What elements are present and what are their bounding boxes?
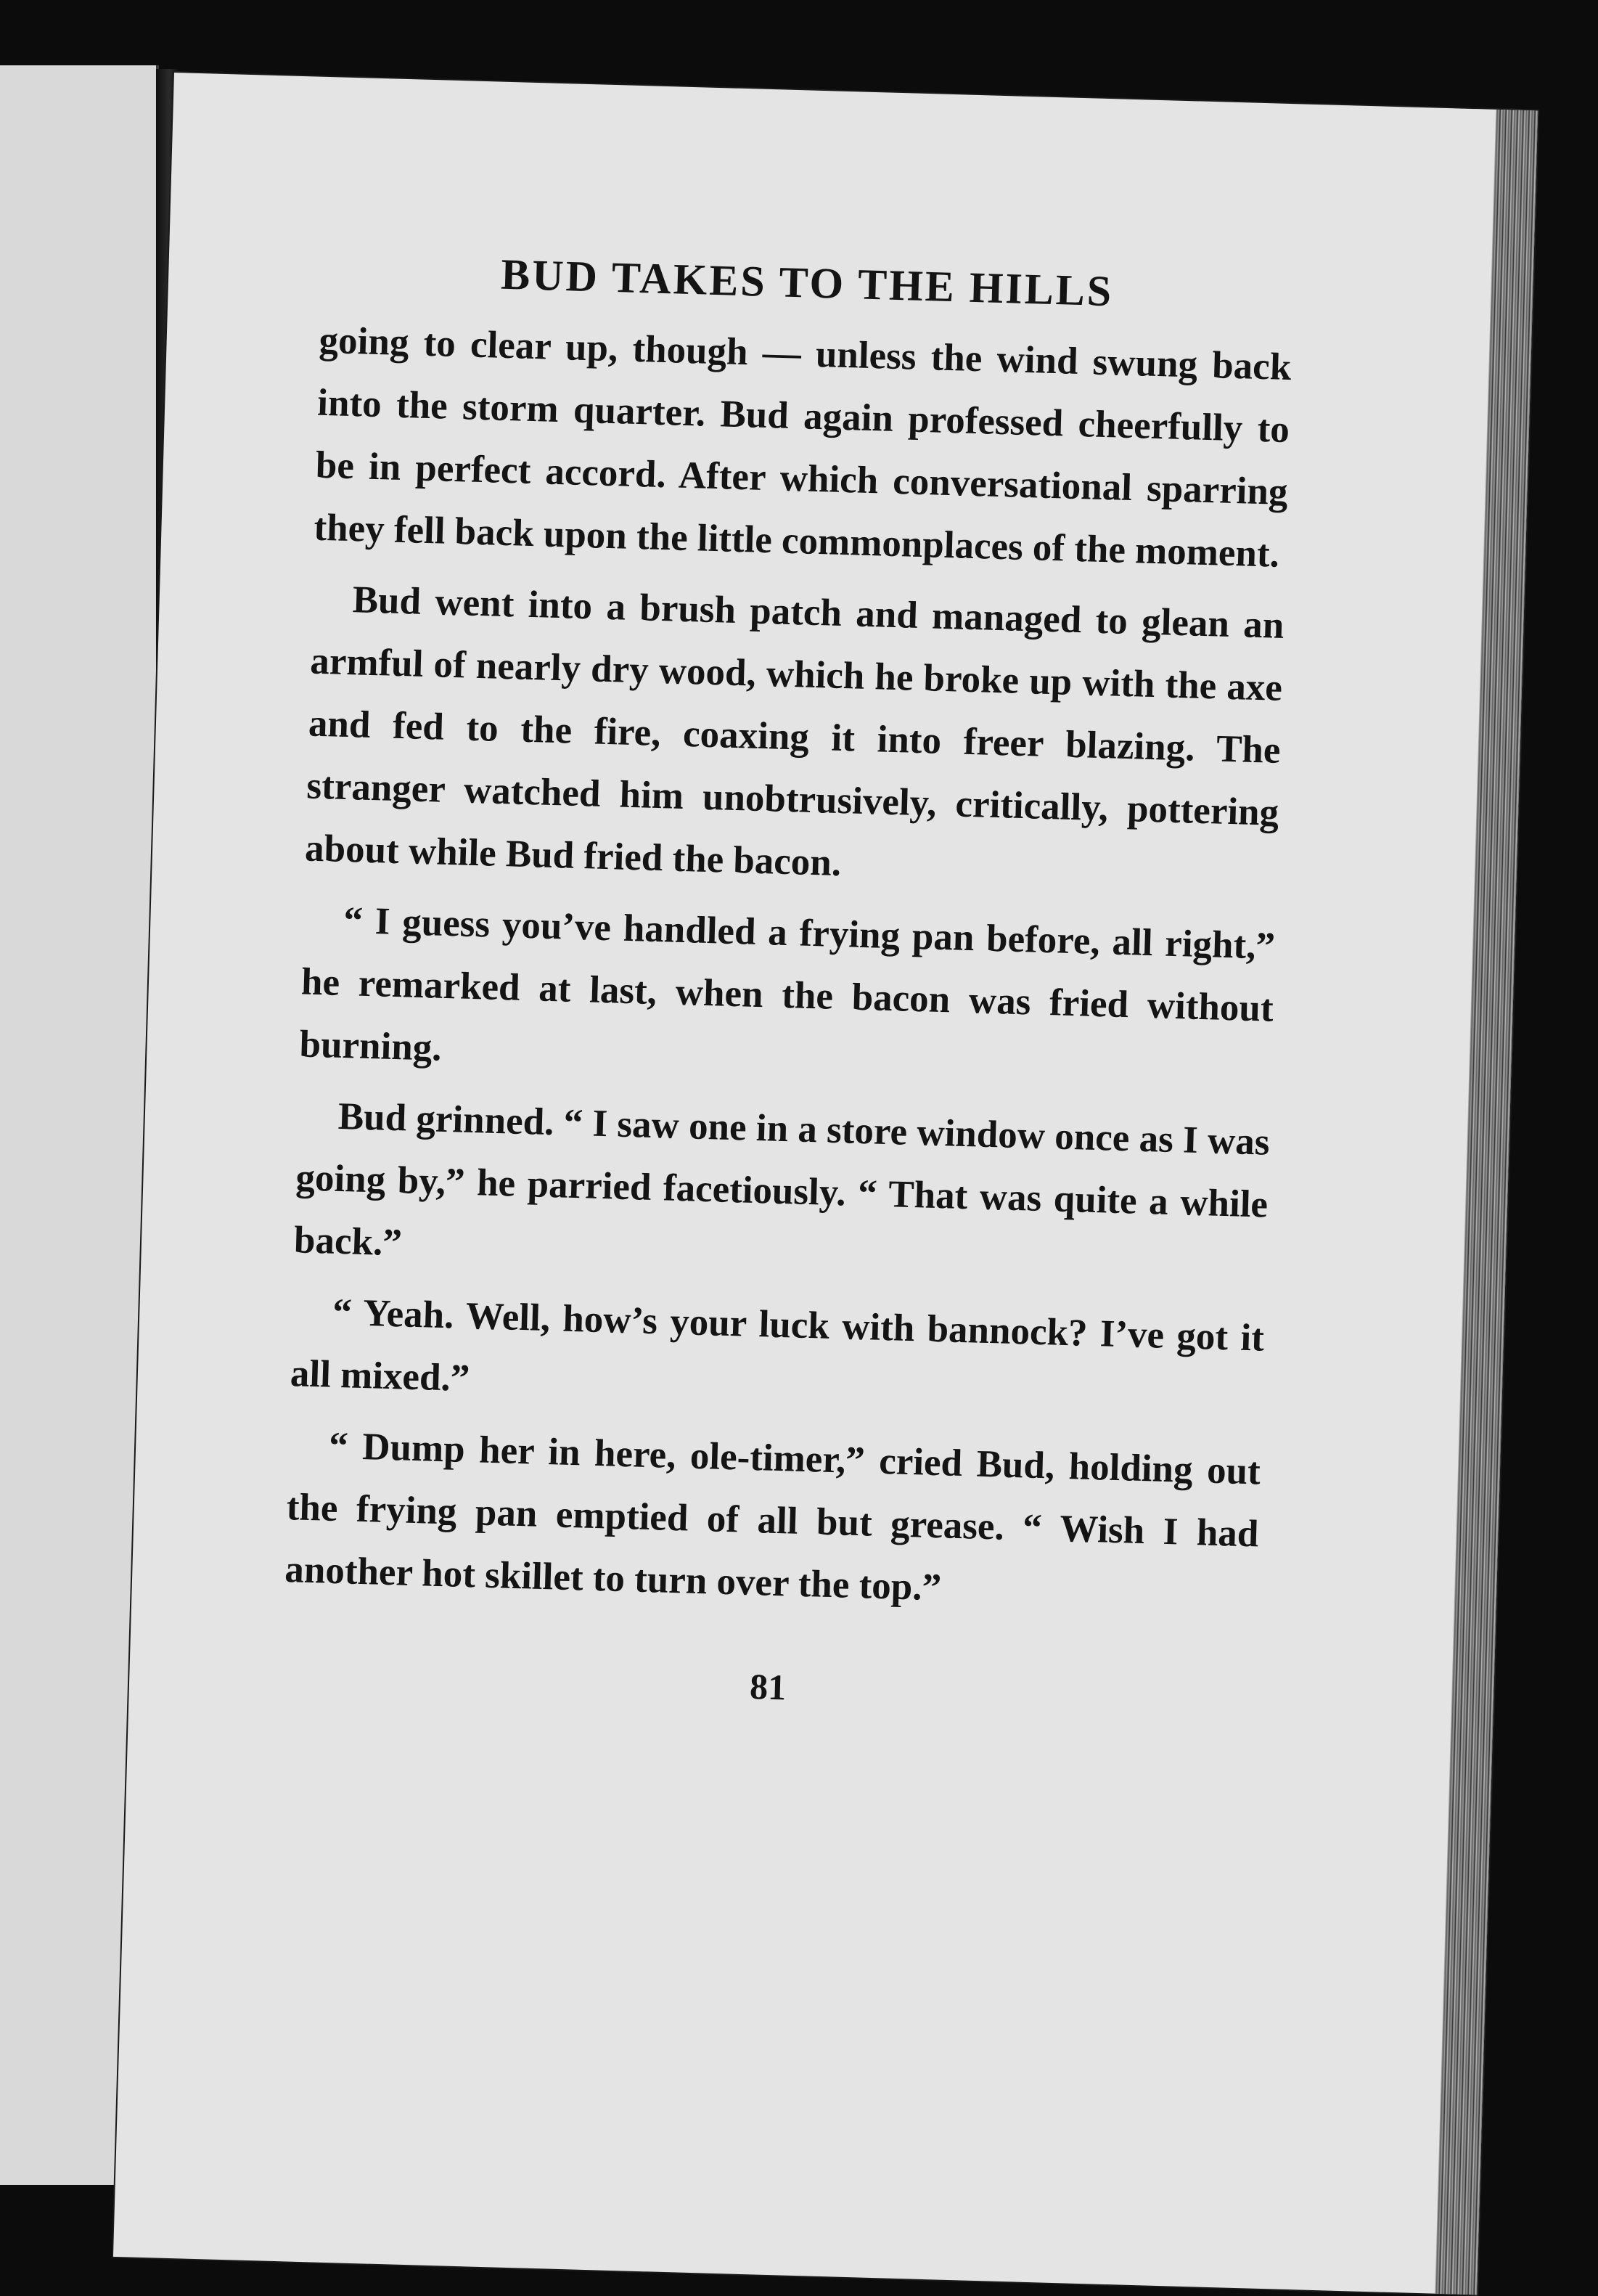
paragraph-2: Bud went into a brush patch and managed to glean an armful of nearly dry wood, which he broke up with the axe and fed to the fire, coaxing it into freer blazing. The stranger watched him unobtrusively, critically, pottering about while Bud fried the bacon. [304,579,1285,885]
book-page [113,73,1538,2295]
paragraph-5: “ Yeah. Well, how’s your luck with bannock? I’ve got it all mixed.” [290,1291,1265,1400]
paragraph-4: Bud grinned. “ I saw one in a store window once as I was going by,” he parried facetiously. “ That was quite a while back.” [293,1095,1271,1265]
body-text [284,309,1292,1628]
page-number: 81 [749,1666,787,1708]
paragraph-3: “ I guess you’ve handled a frying pan before, all right,” he remarked at last, when the bacon was fried without burning. [298,899,1276,1069]
paragraph-1: going to clear up, though — unless the wind swung back into the storm quarter. Bud again professed cheerfully to be in perfect accord. After which conversational sparring they fell back upon the little commonplaces of the moment. [313,319,1292,576]
page-stack-edge [1435,110,1538,2295]
running-head: BUD TAKES TO THE HILLS [500,250,1115,316]
page-text-block [267,237,1294,2223]
paragraph-6: “ Dump her in here, ole-timer,” cried Bud, holding out the frying pan emptied of all but grease. “ Wish I had another hot skillet to turn over the top.” [284,1424,1261,1609]
